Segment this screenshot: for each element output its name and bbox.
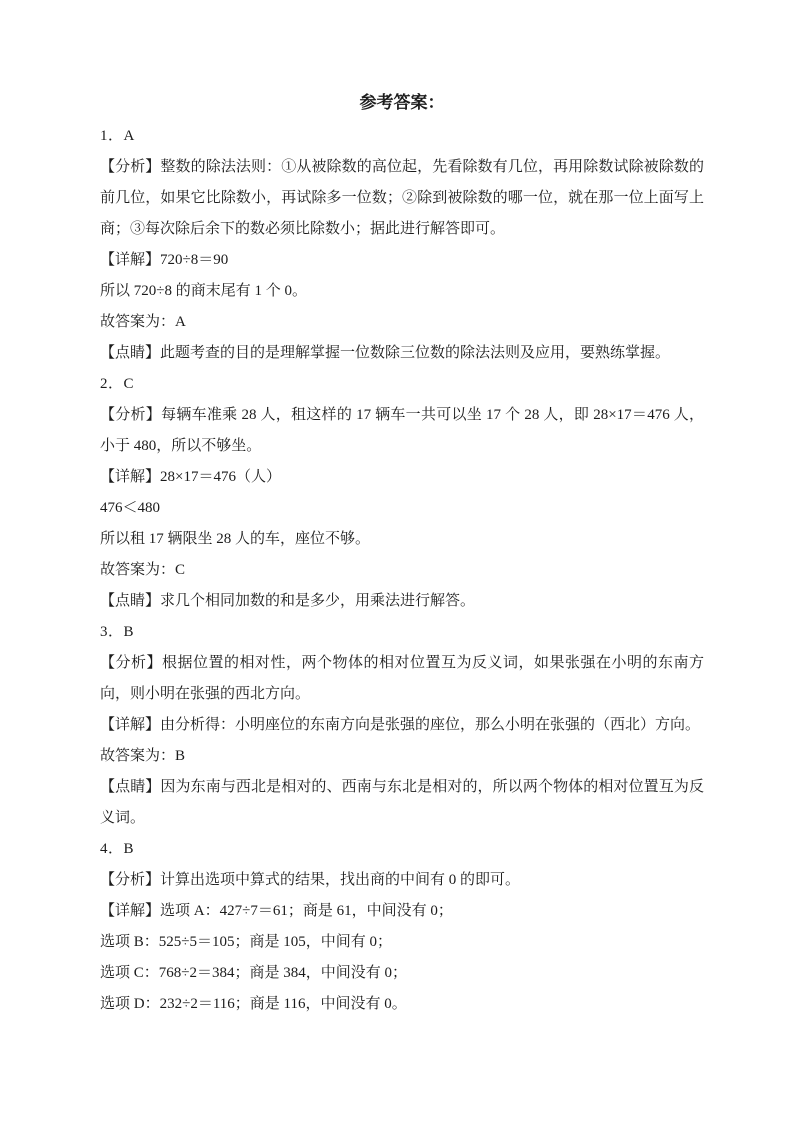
answer-number: 1．A [100, 128, 135, 144]
detail-paragraph: 【详解】720÷8＝90 [100, 252, 229, 268]
answer-statement: 故答案为：C [100, 562, 186, 578]
option-d-line: 选项 D：232÷2＝116；商是 116，中间没有 0。 [100, 996, 407, 1012]
answer-item-2 [100, 369, 704, 617]
answer-item-3 [100, 617, 704, 834]
conclusion-line: 所以租 17 辆限坐 28 人的车，座位不够。 [100, 531, 371, 547]
answer-number: 3．B [100, 624, 135, 640]
remark-paragraph: 【点睛】此题考查的目的是理解掌握一位数除三位数的除法法则及应用，要熟练掌握。 [100, 345, 671, 361]
answer-statement: 故答案为：B [100, 748, 186, 764]
remark-paragraph: 【点睛】因为东南与西北是相对的、西南与东北是相对的，所以两个物体的相对位置互为反义词。 [100, 779, 704, 826]
option-c-line: 选项 C：768÷2＝384；商是 384，中间没有 0； [100, 965, 407, 981]
page-title: 参考答案： [359, 93, 445, 112]
answer-number: 4．B [100, 841, 135, 857]
analysis-paragraph: 【分析】每辆车准乘 28 人，租这样的 17 辆车一共可以坐 17 个 28 人，即 28×17＝476 人，小于 480，所以不够坐。 [100, 407, 704, 454]
analysis-paragraph: 【分析】整数的除法法则：①从被除数的高位起，先看除数有几位，再用除数试除被除数的前几位，如果它比除数小，再试除多一位数；②除到被除数的哪一位，就在那一位上面写上商；③每次除后余下的数必须比除数小；据此进行解答即可。 [100, 159, 704, 237]
option-b-line: 选项 B：525÷5＝105；商是 105，中间有 0； [100, 934, 392, 950]
comparison-line: 476＜480 [100, 500, 161, 516]
answer-sheet-page [100, 90, 704, 1020]
analysis-paragraph: 【分析】计算出选项中算式的结果，找出商的中间有 0 的即可。 [100, 872, 521, 888]
option-a-line: 【详解】选项 A：427÷7＝61；商是 61，中间没有 0； [100, 903, 453, 919]
solution-line: 所以 720÷8 的商末尾有 1 个 0。 [100, 283, 307, 299]
remark-paragraph: 【点睛】求几个相同加数的和是多少，用乘法进行解答。 [100, 593, 476, 609]
detail-paragraph: 【详解】28×17＝476（人） [100, 469, 281, 485]
answer-item-1 [100, 121, 704, 369]
analysis-paragraph: 【分析】根据位置的相对性，两个物体的相对位置互为反义词，如果张强在小明的东南方向，则小明在张强的西北方向。 [100, 655, 704, 702]
answer-number: 2．C [100, 376, 135, 392]
answer-statement: 故答案为：A [100, 314, 186, 330]
answer-item-4 [100, 834, 704, 1020]
detail-paragraph: 【详解】由分析得：小明座位的东南方向是张强的座位，那么小明在张强的（西北）方向。 [100, 717, 701, 733]
